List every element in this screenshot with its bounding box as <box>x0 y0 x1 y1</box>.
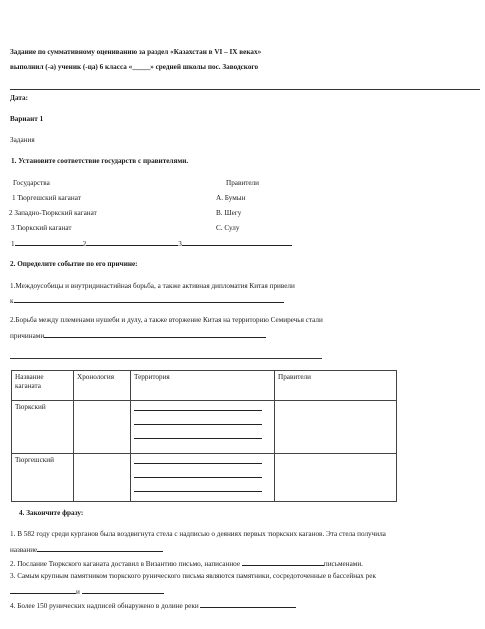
task4-q1-answer[interactable]: название <box>10 544 163 555</box>
task4-q2[interactable]: 2. Послание Тюркского каганата доставил в Византию письмо, написанное письменами. <box>10 560 363 568</box>
task1-state-1: 1 Тюргешский каганат <box>12 194 81 202</box>
row-rulers-cell[interactable] <box>275 401 397 454</box>
task4-q3-answer[interactable]: и <box>10 586 164 597</box>
task1-state-3: 3 Тюркский каганат <box>11 224 72 232</box>
task2-title: 2. Определите событие по его причине: <box>10 260 138 268</box>
table-header-row <box>12 371 397 401</box>
task1-ruler-b: В. Шегу <box>216 209 242 217</box>
task2-extra-line[interactable] <box>10 358 322 359</box>
row-name: Тюргешский <box>12 454 74 502</box>
task4-title: 4. Закончите фразу: <box>19 509 84 517</box>
table-row <box>12 401 397 454</box>
variant-title: Вариант 1 <box>10 115 44 123</box>
task4-q4[interactable]: 4. Более 150 рунических надписей обнаружено в долине реки <box>10 600 296 611</box>
task2-q2-answer[interactable]: причинами <box>10 330 266 341</box>
date-label: Дата: <box>10 94 28 102</box>
tasks-heading: Задания <box>10 136 35 144</box>
col-name: Название каганата <box>12 371 74 401</box>
row-chronology-cell[interactable] <box>74 454 131 502</box>
task1-states-header: Государства <box>13 179 50 187</box>
kaganate-table <box>11 370 397 502</box>
row-chronology-cell[interactable] <box>74 401 131 454</box>
task1-rulers-header: Правители <box>226 179 259 187</box>
header-line-2: выполнил (-а) ученик (-ца) 6 класса «_____» средней школы пос. Заводского <box>10 63 259 71</box>
task1-ruler-a: А. Бумын <box>216 194 246 202</box>
task4-q3: 3. Самым крупным памятником тюркского рунического письма являются памятники, сосредоточенные в бассейнах рек <box>10 572 376 580</box>
table-row <box>12 454 397 502</box>
col-territory: Территория <box>131 371 275 401</box>
task1-title: 1. Установите соответствие государств с правителями. <box>11 157 189 165</box>
task2-q2: 2.Борьба между племенами нушеби и дулу, а также вторжение Китая на территорию Семиречья стали <box>10 316 323 324</box>
header-line-1: Задание по суммативному оцениванию за раздел «Казахстан в VI – IX веках» <box>10 48 262 56</box>
task1-ruler-c: С. Сулу <box>216 224 240 232</box>
task2-q1-answer[interactable]: к <box>10 295 284 306</box>
task4-q1: 1. В 582 году среди курганов была воздвигнута стела с надписью о деяниях первых тюркских каганов. Эта стела получила <box>10 530 386 538</box>
row-name: Тюркский <box>12 401 74 454</box>
row-territory-cell[interactable] <box>131 401 275 454</box>
row-rulers-cell[interactable] <box>275 454 397 502</box>
task1-state-2: 2 Западно-Тюркский каганат <box>9 209 97 217</box>
task2-q1: 1.Междоусобицы и внутридинастийная борьба, а также активная дипломатия Китая привели <box>10 282 295 290</box>
col-chronology: Хронология <box>74 371 131 401</box>
header-divider <box>10 89 480 90</box>
task1-answer-line[interactable]: 1 2 3 <box>11 238 292 249</box>
row-territory-cell[interactable] <box>131 454 275 502</box>
col-rulers: Правители <box>275 371 397 401</box>
